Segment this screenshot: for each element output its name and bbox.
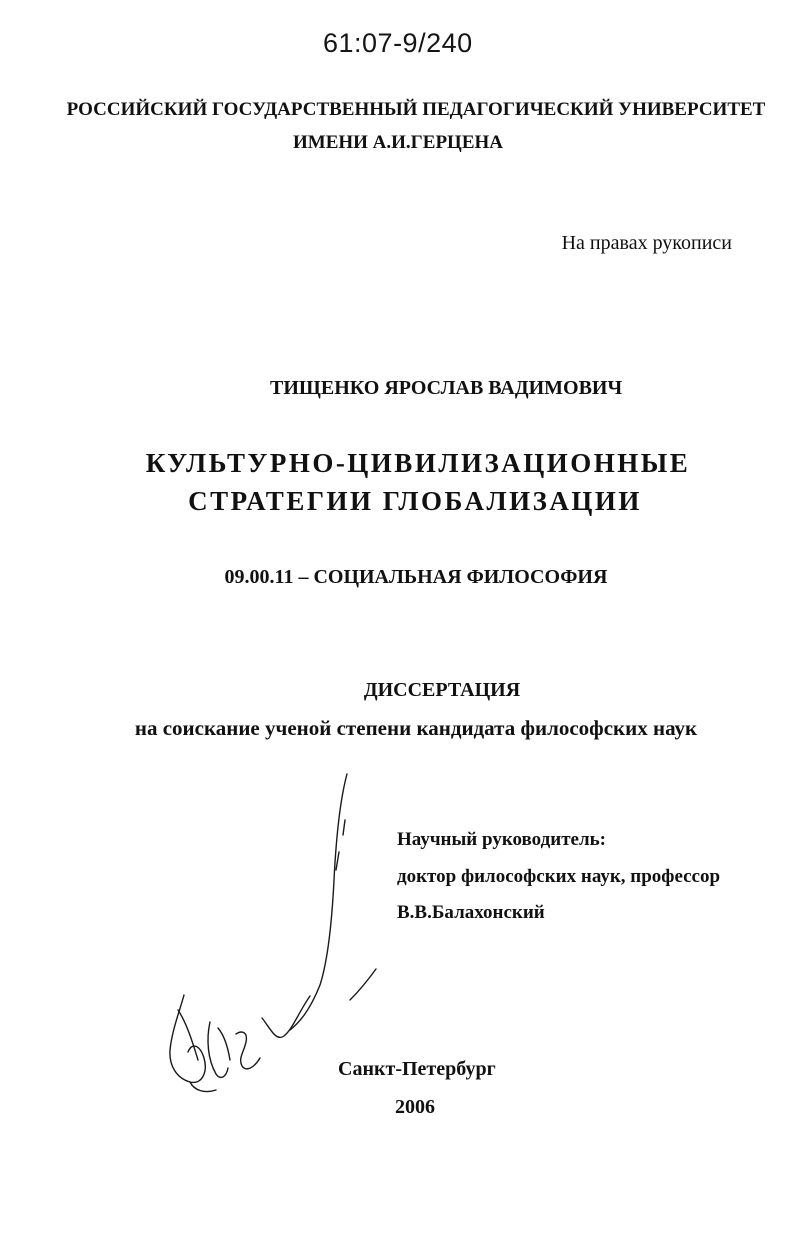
university-name-line2: ИМЕНИ А.И.ГЕРЦЕНА xyxy=(292,132,503,153)
supervisor-label: Научный руководитель: xyxy=(397,829,606,850)
manuscript-rights-note: На правах рукописи xyxy=(561,232,732,254)
city: Санкт-Петербург xyxy=(338,1058,496,1080)
supervisor-name: В.В.Балахонский xyxy=(397,902,545,923)
author-name: ТИЩЕНКО ЯРОСЛАВ ВАДИМОВИЧ xyxy=(270,377,623,399)
year: 2006 xyxy=(395,1096,435,1118)
supervisor-credentials: доктор философских наук, профессор xyxy=(397,866,721,887)
dissertation-title-line2: СТРАТЕГИИ ГЛОБАЛИЗАЦИИ xyxy=(188,486,642,516)
handwritten-signature xyxy=(150,760,400,1100)
dissertation-title-line1: КУЛЬТУРНО-ЦИВИЛИЗАЦИОННЫЕ xyxy=(145,448,691,478)
document-type: ДИССЕРТАЦИЯ xyxy=(363,679,521,701)
university-name-line1: РОССИЙСКИЙ ГОСУДАРСТВЕННЫЙ ПЕДАГОГИЧЕСКИЙ УНИВЕРСИТЕТ xyxy=(66,99,766,120)
catalog-number: 61:07-9/240 xyxy=(323,28,473,58)
specialty-code: 09.00.11 – СОЦИАЛЬНАЯ ФИЛОСОФИЯ xyxy=(224,566,608,588)
degree-description: на соискание ученой степени кандидата философских наук xyxy=(134,716,698,740)
